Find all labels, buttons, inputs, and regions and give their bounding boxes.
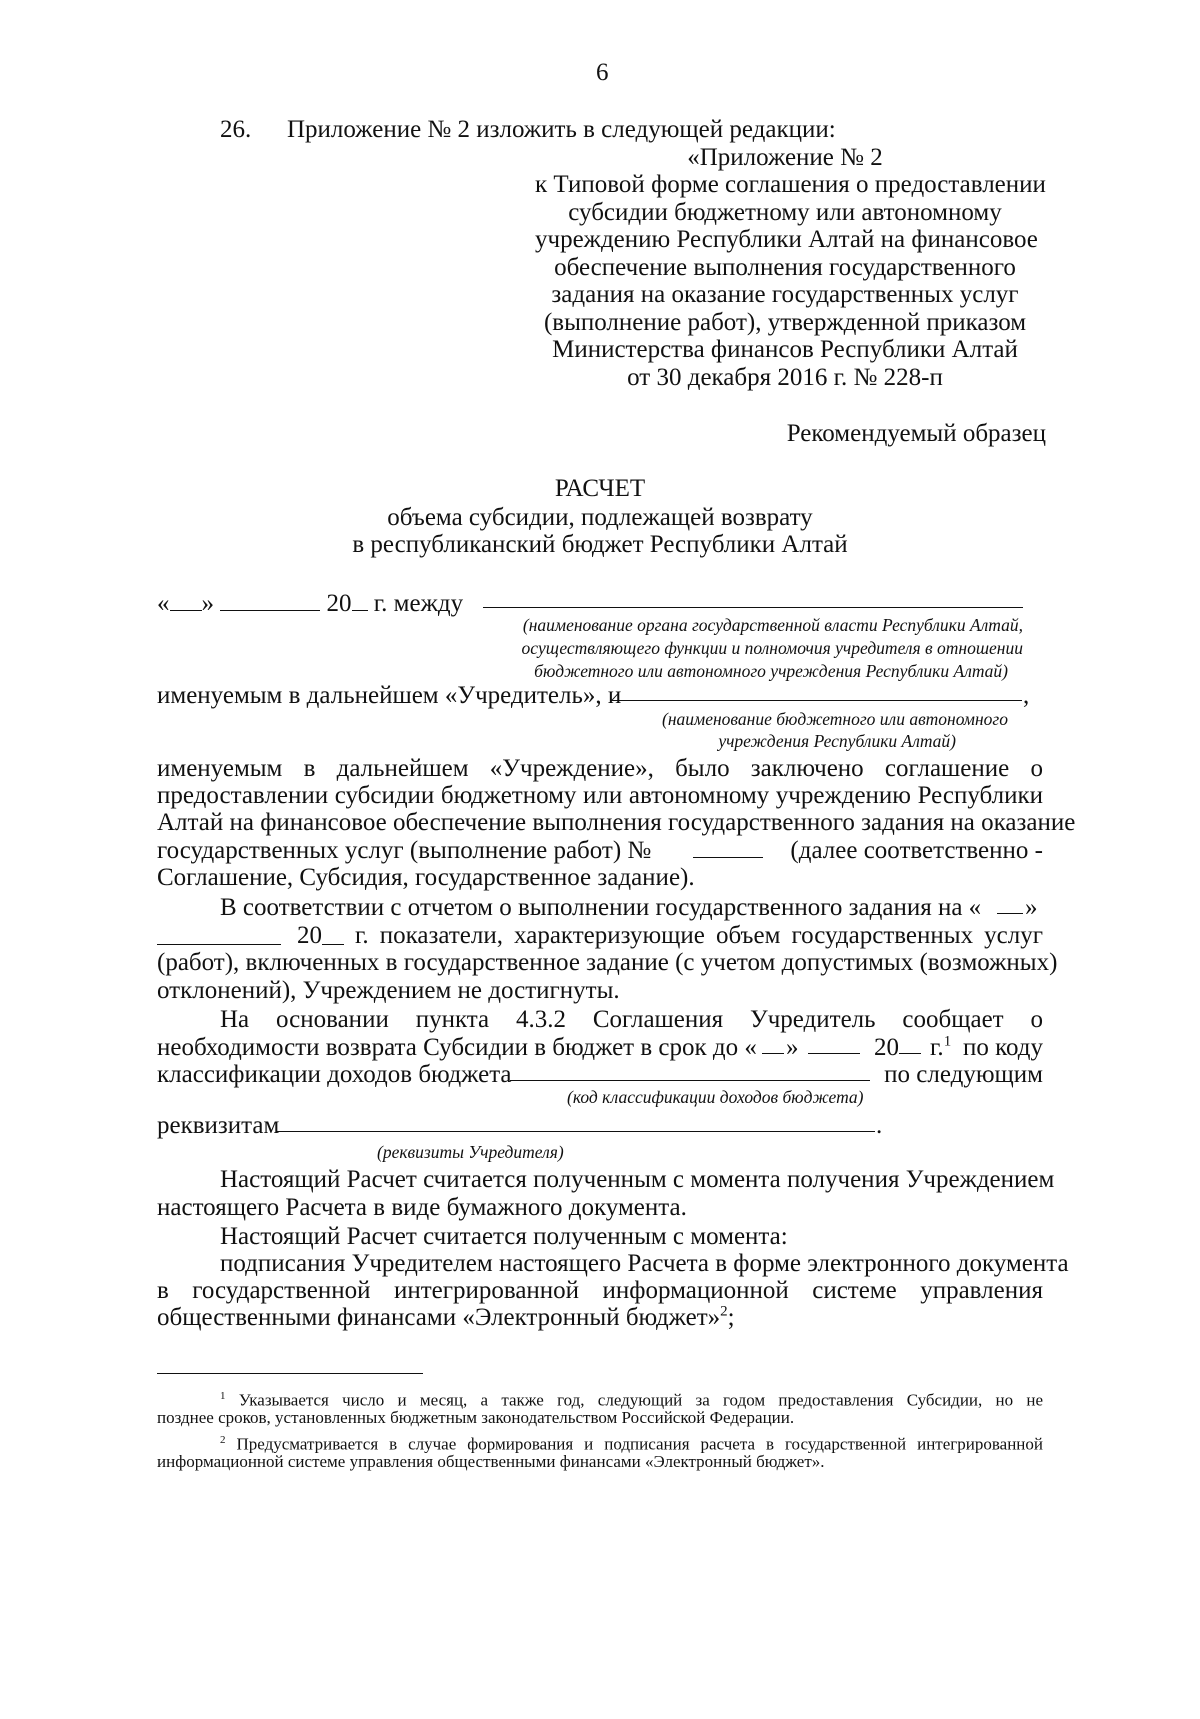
word: информационной [602, 1277, 789, 1304]
para2-line2 [355, 921, 1043, 951]
word: На [220, 1006, 250, 1033]
appendix-line: задания на оказание государственных услуг [551, 281, 1019, 308]
para4-line2: настоящего Расчета в виде бумажного документа. [157, 1194, 687, 1221]
agreement-number-blank [693, 857, 763, 858]
para1-line1 [157, 754, 1043, 784]
appendix-line: от 30 декабря 2016 г. № 228-п [627, 364, 943, 391]
footnote-text: Указывается число и месяц, а также год, следующий за годом предоставления Субсидии, но не [238, 1390, 1044, 1410]
word: Соглашения [592, 1006, 724, 1033]
para3-close-quote: » [786, 1034, 799, 1061]
word: системе [812, 1277, 897, 1304]
para3-line3-start: классификации доходов бюджета [157, 1061, 512, 1088]
word: основании [276, 1006, 389, 1033]
para3-line4-start: реквизитам [157, 1112, 280, 1139]
item-number: 26. [220, 116, 252, 143]
para2-line1: В соответствии с отчетом о выполнении государственного задания на « [220, 894, 982, 921]
appendix-line: учреждению Республики Алтай на финансовое [535, 226, 1038, 253]
requisites-line [276, 1131, 875, 1132]
footnote-2-line2: информационной системе управления общественными финансами «Электронный бюджет». [157, 1452, 825, 1471]
para1-line2: предоставлении субсидии бюджетному или автономному учреждению Республики [157, 782, 1043, 809]
month-blank [220, 588, 320, 611]
semicolon: ; [727, 1304, 735, 1331]
founder-caption: осуществляющего функции и полномочия учредителя в отношении [521, 638, 1023, 658]
recommended-sample: Рекомендуемый образец [786, 420, 1046, 447]
para5: Настоящий Расчет считается полученным с момента: [220, 1223, 788, 1250]
para3-year: 20 [874, 1034, 899, 1061]
word: соглашение [884, 755, 1010, 782]
appendix-line: к Типовой форме соглашения о предоставлении [535, 171, 1046, 198]
founder-caption: бюджетного или автономного учреждения Республики Алтай) [534, 661, 1008, 681]
founder-name-line [483, 607, 1023, 608]
para6-line1: подписания Учредителем настоящего Расчета в форме электронного документа [220, 1250, 1069, 1277]
word: интегрированной [393, 1277, 580, 1304]
appendix-line: обеспечение выполнения государственного [554, 254, 1016, 281]
word: заключено [750, 755, 864, 782]
para3-line1 [220, 1005, 1043, 1035]
para3-line3-end: по следующим [884, 1061, 1043, 1088]
word: было [675, 755, 730, 782]
word: «Учреждение», [489, 755, 654, 782]
para2-line3: (работ), включенных в государственное задание (с учетом допустимых (возможных) [157, 949, 1058, 976]
word: именуемым [157, 755, 283, 782]
para2-close-quote: » [1025, 894, 1038, 921]
item-text: Приложение № 2 изложить в следующей редакции: [287, 116, 836, 143]
document-title: РАСЧЕТ [554, 475, 646, 502]
institution-name-line [610, 700, 1022, 701]
return-month-blank [808, 1053, 860, 1054]
footnote-ref-1[interactable]: 1 [943, 1033, 952, 1050]
footnote-ref-2[interactable]: 2 [720, 1303, 728, 1320]
institution-caption: учреждения Республики Алтай) [718, 731, 956, 751]
word: о [1030, 755, 1043, 782]
word: пункта [415, 1006, 490, 1033]
para1-line4-end: (далее соответственно - [790, 837, 1043, 864]
report-year-blank [322, 944, 344, 945]
word: Учредитель [750, 1006, 876, 1033]
word: управления [920, 1277, 1043, 1304]
para3-g [930, 1033, 951, 1063]
para6-line2 [157, 1276, 1043, 1306]
page-number: 6 [596, 59, 609, 86]
para2-line4: отклонений), Учреждением не достигнуты. [157, 977, 620, 1004]
footnote-mark: 2 [220, 1434, 226, 1446]
between-text: г. между [373, 590, 464, 617]
para3-line4-end: . [876, 1112, 883, 1139]
institution-caption: (наименование бюджетного или автономного [662, 709, 1008, 729]
year-blank [352, 588, 368, 611]
appendix-line: (выполнение работ), утвержденной приказом [543, 309, 1027, 336]
word: в [303, 755, 316, 782]
founder-caption: (наименование органа государственной власти Республики Алтай, [522, 615, 1023, 635]
footnote-text: Предусматривается в случае формирования и подписания расчета в государственной интегрированной [236, 1434, 1043, 1454]
word: дальнейшем [336, 755, 469, 782]
para2-year: 20 [297, 922, 322, 949]
return-day-blank [762, 1053, 784, 1054]
word: сообщает [902, 1006, 1004, 1033]
appendix-line: «Приложение № 2 [687, 144, 883, 171]
year-abbr: г. [930, 1034, 944, 1061]
report-day-blank [997, 913, 1023, 914]
return-year-blank [899, 1053, 921, 1054]
appendix-line: субсидии бюджетному или автономному [568, 199, 1002, 226]
word: о [1030, 1006, 1043, 1033]
named-founder-text: именуемым в дальнейшем «Учредитель», и [157, 682, 622, 709]
document-subtitle: объема субсидии, подлежащей возврату [387, 504, 813, 531]
para2-line2-text: г. показатели, характеризующие объем государственных услуг [355, 922, 1043, 949]
para3-line2: необходимости возврата Субсидии в бюджет в срок до « [157, 1034, 757, 1061]
word: 4.3.2 [515, 1006, 566, 1033]
year-prefix: 20 [326, 590, 352, 617]
word: государственной [192, 1277, 371, 1304]
para1-line5: Соглашение, Субсидия, государственное задание). [157, 864, 695, 891]
day-blank [170, 588, 202, 611]
para1-line3: Алтай на финансовое обеспечение выполнения государственного задания на оказание [157, 809, 1076, 836]
para1-line4-start: государственных услуг (выполнение работ) № [157, 837, 652, 864]
close-quote: » [201, 590, 214, 617]
footnote-1-line2: позднее сроков, установленных бюджетным законодательством Российской Федерации. [157, 1408, 795, 1427]
word: в [157, 1277, 169, 1304]
document-subtitle: в республиканский бюджет Республики Алтай [352, 531, 848, 558]
footnote-mark: 1 [220, 1390, 226, 1402]
requisites-caption: (реквизиты Учредителя) [377, 1142, 564, 1162]
para6-line3-text: общественными финансами «Электронный бюджет» [157, 1304, 721, 1331]
appendix-line: Министерства финансов Республики Алтай [552, 336, 1018, 363]
code-caption: (код классификации доходов бюджета) [567, 1087, 864, 1107]
income-code-line [510, 1080, 870, 1081]
open-quote: « [157, 590, 170, 617]
para6-line3 [157, 1303, 735, 1333]
para3-line2-end: по коду [962, 1034, 1043, 1061]
named-founder-comma: , [1023, 682, 1030, 709]
date-line [157, 588, 463, 619]
report-month-blank [157, 944, 281, 945]
para4-line1: Настоящий Расчет считается полученным с момента получения Учреждением [220, 1166, 1055, 1193]
footnote-separator [157, 1373, 423, 1374]
